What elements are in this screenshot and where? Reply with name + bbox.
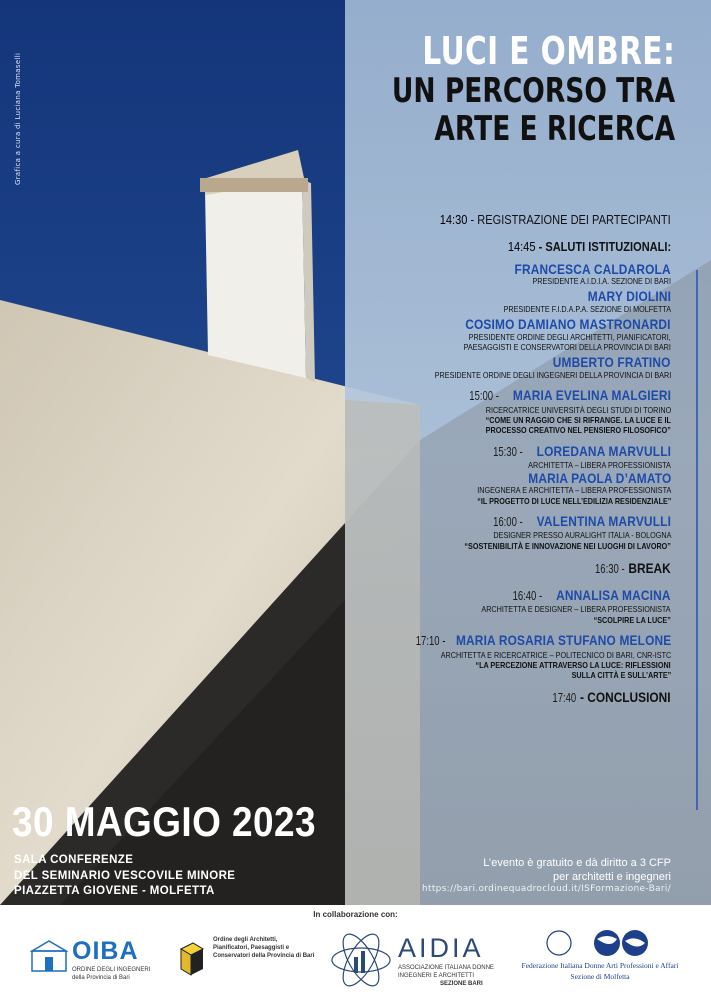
speaker-role: PRESIDENTE F.I.D.A.P.A. SEZIONE DI MOLFETTA bbox=[503, 304, 671, 315]
graphic-credit: Grafica a cura di Luciana Tomaselli bbox=[14, 52, 22, 185]
aidia-sub-1: ASSOCIAZIONE ITALIANA DONNE bbox=[398, 965, 494, 971]
event-date: 30 MAGGIO 2023 bbox=[12, 798, 317, 845]
talk-title: “LA PERCEZIONE ATTRAVERSO LA LUCE: RIFLESSIONI bbox=[475, 659, 671, 670]
talk-time: 15:30 - bbox=[492, 443, 523, 459]
speaker-role: ARCHITETTA – LIBERA PROFESSIONISTA bbox=[528, 460, 671, 471]
event-venue bbox=[14, 853, 235, 900]
cfp-line-2: per architetti e ingegneri bbox=[552, 871, 671, 884]
speaker-name: MARIA PAOLA D’AMATO bbox=[527, 469, 671, 486]
talk-title: “COME UN RAGGIO CHE SI RIFRANGE. LA LUCE E IL bbox=[485, 415, 671, 426]
architetti-line-3: Conservatori della Provincia di Bari bbox=[213, 953, 315, 959]
title-line-2: UN PERCORSO TRA bbox=[391, 71, 675, 111]
speaker-role: ARCHITETTA E RICERCATRICE – POLITECNICO DI BARI, CNR-ISTC bbox=[440, 649, 671, 660]
registration-row bbox=[341, 212, 671, 229]
oiba-logo bbox=[30, 925, 170, 995]
talk-time: 16:40 - bbox=[512, 587, 543, 603]
title-line-1: LUCI E OMBRE: bbox=[422, 29, 675, 73]
registration-link[interactable]: https://bari.ordinequadrocloud.it/ISFormazione-Bari/ bbox=[422, 884, 671, 894]
speaker-role: INGEGNERA E ARCHITETTA – LIBERA PROFESSIONISTA bbox=[476, 485, 671, 496]
speaker-caldarola bbox=[341, 262, 671, 287]
speaker-name: LOREDANA MARVULLI bbox=[536, 442, 671, 459]
registration-label: - REGISTRAZIONE DEI PARTECIPANTI bbox=[470, 212, 671, 227]
speaker-role: RICERCATRICE UNIVERSITÀ DEGLI STUDI DI TORINO bbox=[485, 405, 671, 416]
speaker-name: MARIA ROSARIA STUFANO MELONE bbox=[455, 631, 671, 648]
talk-title: “SOSTENIBILITÀ E INNOVAZIONE NEI LUOGHI DI LAVORO” bbox=[464, 540, 671, 551]
fidapa-line-2: Sezione di Molfetta bbox=[570, 972, 630, 981]
poster-title bbox=[312, 29, 675, 149]
venue-line-1: SALA CONFERENZE bbox=[14, 854, 134, 866]
registration-time: 14:30 bbox=[440, 212, 468, 227]
fidapa-logo bbox=[510, 925, 690, 995]
closing-label: - CONCLUSIONI bbox=[580, 689, 671, 706]
architetti-line-1: Ordine degli Architetti, bbox=[213, 937, 278, 943]
architetti-line-2: Pianificatori, Paesaggisti e bbox=[213, 945, 290, 951]
venue-line-3: PIAZZETTA GIOVENE - MOLFETTA bbox=[14, 885, 215, 898]
talk-time: 17:10 - bbox=[415, 632, 445, 648]
greetings-row bbox=[341, 239, 671, 256]
speaker-role: PAESAGGISTI E CONSERVATORI DELLA PROVINCIA DI BARI bbox=[463, 342, 671, 353]
talk-2 bbox=[341, 444, 671, 506]
speaker-role: ARCHITETTA E DESIGNER – LIBERA PROFESSIONISTA bbox=[481, 604, 671, 615]
talk-title: “IL PROGETTO DI LUCE NELL’EDILIZIA RESIDENZIALE” bbox=[476, 495, 671, 506]
aidia-logo bbox=[330, 925, 500, 995]
talk-title: PROCESSO CREATIVO NEL PENSIERO FILOSOFICO” bbox=[485, 425, 671, 436]
cfp-note bbox=[483, 856, 671, 885]
aidia-sub-2: INGEGNERI E ARCHITETTI bbox=[398, 973, 475, 979]
aidia-sub-3: SEZIONE BARI bbox=[440, 981, 483, 987]
speaker-diolini bbox=[341, 289, 671, 314]
break-row bbox=[341, 561, 671, 578]
speaker-role: PRESIDENTE ORDINE DEGLI INGEGNERI DELLA PROVINCIA DI BARI bbox=[434, 370, 671, 381]
partners-footer bbox=[0, 905, 711, 1000]
talk-5 bbox=[341, 633, 671, 680]
speaker-name: FRANCESCA CALDAROLA bbox=[514, 260, 671, 277]
oiba-wordmark: OIBA bbox=[72, 937, 139, 965]
speaker-role: DESIGNER PRESSO AURALIGHT ITALIA - BOLOGNA bbox=[492, 530, 671, 541]
globes-icon bbox=[545, 929, 655, 957]
talk-title: “SCOLPIRE LA LUCE” bbox=[593, 614, 671, 625]
oiba-sub-1: ORDINE DEGLI INGEGNERI bbox=[72, 967, 151, 973]
speaker-fratino bbox=[341, 355, 671, 380]
talk-3 bbox=[341, 514, 671, 551]
talk-title: SULLA CITTÀ E SULL’ARTE” bbox=[571, 670, 671, 680]
speaker-mastronardi bbox=[341, 317, 671, 352]
talk-1 bbox=[341, 388, 671, 435]
atom-icon bbox=[330, 929, 392, 991]
speaker-name: COSIMO DAMIANO MASTRONARDI bbox=[465, 316, 671, 333]
talk-time: 16:00 - bbox=[493, 513, 523, 529]
oiba-sub-2: della Provincia di Bari bbox=[72, 975, 130, 981]
speaker-name: UMBERTO FRATINO bbox=[553, 354, 671, 371]
speaker-name: MARIA EVELINA MALGIERI bbox=[512, 387, 671, 404]
aidia-wordmark: AIDIA bbox=[398, 933, 484, 963]
break-label: BREAK bbox=[628, 559, 671, 576]
cfp-line-1: L’evento è gratuito e dà diritto a 3 CFP bbox=[483, 857, 671, 869]
greetings-label: - SALUTI ISTITUZIONALI: bbox=[538, 238, 671, 254]
break-time: 16:30 - bbox=[595, 560, 625, 576]
program bbox=[341, 212, 671, 710]
closing-time: 17:40 bbox=[552, 690, 577, 706]
closing-row bbox=[341, 690, 671, 707]
speaker-role: PRESIDENTE ORDINE DEGLI ARCHITETTI, PIANIFICATORI, bbox=[468, 332, 671, 343]
venue-line-2: DEL SEMINARIO VESCOVILE MINORE bbox=[14, 869, 236, 882]
speaker-name: ANNALISA MACINA bbox=[556, 586, 671, 603]
architetti-logo bbox=[175, 925, 325, 995]
talk-4 bbox=[341, 588, 671, 625]
collaboration-label: In collaborazione con: bbox=[313, 910, 398, 919]
talk-time: 15:00 - bbox=[469, 388, 499, 404]
fidapa-line-1: Federazione Italiana Donne Arti Professioni e Affari bbox=[521, 961, 679, 970]
cube-icon bbox=[175, 935, 207, 979]
cathedral-icon bbox=[30, 939, 68, 973]
speaker-name: VALENTINA MARVULLI bbox=[536, 512, 671, 529]
speaker-role: PRESIDENTE A.I.D.I.A. SEZIONE DI BARI bbox=[532, 276, 671, 287]
greetings-time: 14:45 bbox=[507, 238, 536, 254]
speaker-name: MARY DIOLINI bbox=[587, 288, 671, 305]
title-line-3: ARTE E RICERCA bbox=[434, 109, 675, 149]
